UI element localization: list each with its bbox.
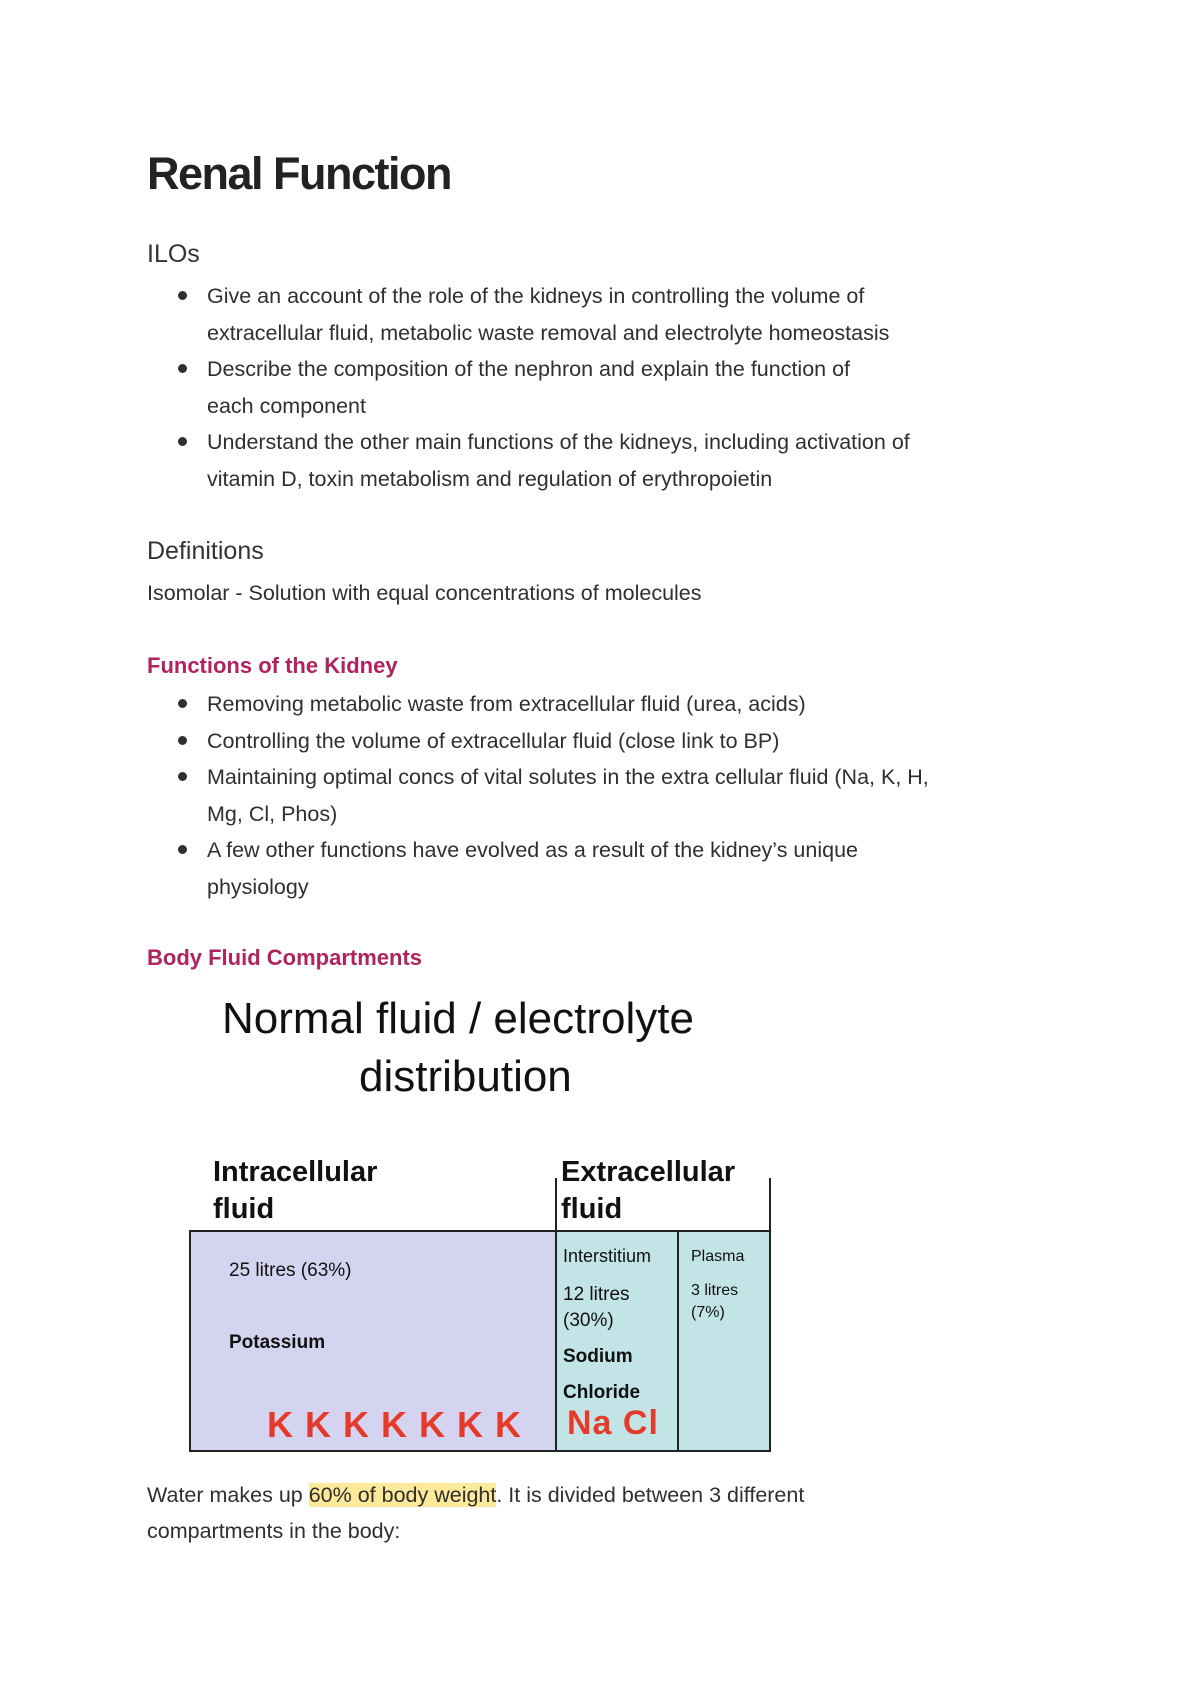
sodium-chloride-symbols: Na Cl	[567, 1404, 659, 1442]
page-title: Renal Function	[147, 148, 451, 199]
fluid-distribution-figure	[147, 990, 787, 1460]
interstitium-ion-sodium: Sodium	[563, 1346, 633, 1367]
list-item	[147, 832, 1047, 905]
list-item-line: A few other functions have evolved as a result of the kidney’s unique	[207, 838, 858, 862]
bullet-icon	[178, 291, 187, 300]
list-item	[147, 759, 1047, 832]
list-item-line: Maintaining optimal concs of vital solutes in the extra cellular fluid (Na, K, H,	[207, 765, 929, 789]
intracellular-ion: Potassium	[229, 1332, 326, 1353]
list-item-line: Controlling the volume of extracellular fluid (close link to BP)	[207, 728, 780, 753]
list-item	[147, 723, 1047, 760]
functions-heading: Functions of the Kidney	[147, 653, 398, 678]
interstitium-ion-chloride: Chloride	[563, 1382, 641, 1403]
plasma-volume-line-1: 3 litres	[691, 1282, 739, 1299]
bullet-icon	[178, 845, 187, 854]
ilos-list	[147, 278, 1047, 497]
bullet-icon	[178, 772, 187, 781]
list-item-line: Describe the composition of the nephron and explain the function of	[207, 357, 851, 381]
list-item	[147, 686, 1047, 723]
plasma-cell	[679, 1232, 769, 1450]
header-divider	[555, 1178, 557, 1232]
plasma-volume	[691, 1280, 738, 1324]
figure-title-line-2: distribution	[359, 1052, 572, 1101]
intracellular-cell	[191, 1232, 557, 1450]
list-item	[147, 424, 1047, 497]
compartments-heading: Body Fluid Compartments	[147, 945, 423, 970]
intracellular-volume: 25 litres (63%)	[229, 1260, 352, 1281]
extracellular-header-line-2: fluid	[561, 1193, 623, 1225]
extracellular-header-line-1: Extracellular	[561, 1156, 736, 1188]
list-item-line: each component	[207, 393, 366, 418]
list-item-line: physiology	[207, 874, 309, 899]
list-item	[147, 351, 1047, 424]
plasma-volume-line-2: (7%)	[691, 1304, 725, 1321]
list-item-line: Removing metabolic waste from extracellular fluid (urea, acids)	[207, 692, 806, 716]
potassium-symbols: K K K K K K K	[267, 1404, 522, 1445]
highlighted-text: 60% of body weight	[308, 1483, 497, 1507]
list-item-line: extracellular fluid, metabolic waste removal and electrolyte homeostasis	[207, 320, 890, 345]
figure-title	[222, 990, 782, 1106]
interstitium-cell	[557, 1232, 679, 1450]
definition-text: Isomolar - Solution with equal concentrations of molecules	[147, 581, 702, 605]
interstitium-volume	[563, 1282, 630, 1334]
bullet-icon	[178, 699, 187, 708]
extracellular-header	[561, 1154, 735, 1228]
ilos-heading: ILOs	[147, 240, 200, 268]
list-item-line: Understand the other main functions of the kidneys, including activation of	[207, 430, 910, 454]
definitions-heading: Definitions	[147, 537, 264, 565]
list-item	[147, 278, 1047, 351]
list-item-line: Give an account of the role of the kidneys in controlling the volume of	[207, 284, 865, 308]
water-paragraph	[147, 1477, 804, 1549]
list-item-line: Mg, Cl, Phos)	[207, 801, 338, 826]
intracellular-header	[213, 1154, 377, 1228]
distribution-table	[189, 1230, 771, 1452]
header-divider	[769, 1178, 771, 1232]
list-item-line: vitamin D, toxin metabolism and regulation of erythropoietin	[207, 466, 773, 491]
water-text-line-2: compartments in the body:	[147, 1519, 401, 1543]
interstitium-volume-line-1: 12 litres	[563, 1284, 630, 1305]
functions-list	[147, 686, 1047, 905]
water-text-start: Water makes up	[147, 1483, 309, 1507]
bullet-icon	[178, 364, 187, 373]
intracellular-header-line-1: Intracellular	[213, 1156, 378, 1188]
plasma-label: Plasma	[691, 1248, 745, 1265]
interstitium-label: Interstitium	[563, 1246, 652, 1266]
bullet-icon	[178, 736, 187, 745]
figure-title-line-1: Normal fluid / electrolyte	[222, 994, 694, 1043]
intracellular-header-line-2: fluid	[213, 1193, 275, 1225]
interstitium-volume-line-2: (30%)	[563, 1310, 614, 1331]
water-text-end: . It is divided between 3 different	[496, 1483, 805, 1507]
bullet-icon	[178, 437, 187, 446]
